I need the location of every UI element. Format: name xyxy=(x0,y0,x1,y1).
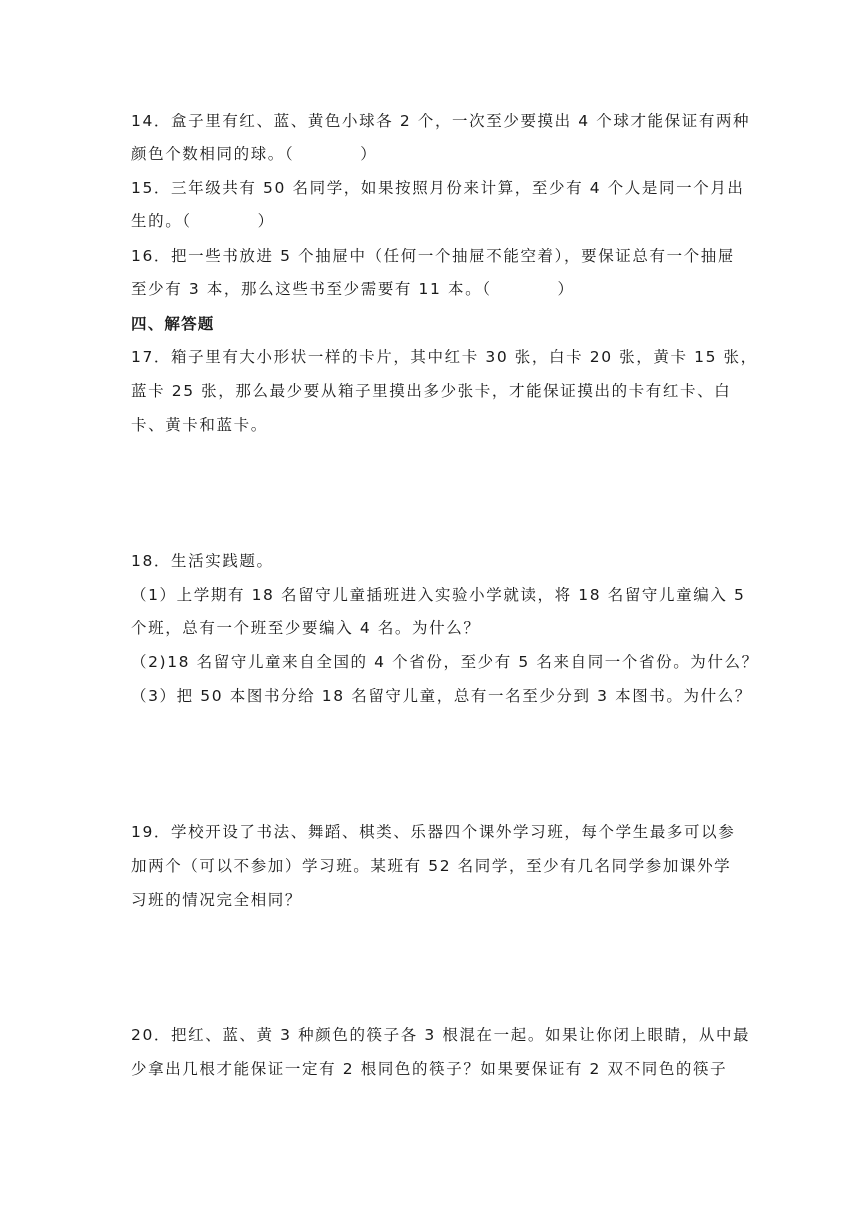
question-15-text: 生的。（ xyxy=(131,212,192,230)
question-19-line-3: 习班的情况完全相同？ xyxy=(131,891,303,909)
question-19-line-1: 19．学校开设了书法、舞蹈、棋类、乐器四个课外学习班，每个学生最多可以参 xyxy=(131,823,736,841)
question-18-title: 18．生活实践题。 xyxy=(131,552,274,570)
question-16-line-1: 16．把一些书放进 5 个抽屉中（任何一个抽屉不能空着），要保证总有一个抽屉 xyxy=(131,247,735,265)
question-20-line-1: 20．把红、蓝、黄 3 种颜色的筷子各 3 根混在一起。如果让你闭上眼睛，从中最 xyxy=(131,1026,751,1044)
question-15-line-2 xyxy=(131,210,731,232)
question-15-line-1: 15．三年级共有 50 名同学，如果按照月份来计算，至少有 4 个人是同一个月出 xyxy=(131,179,745,197)
question-16-text: 至少有 3 本，那么这些书至少需要有 11 本。（ xyxy=(131,280,492,298)
question-19-line-2: 加两个（可以不参加）学习班。某班有 52 名同学，至少有几名同学参加课外学 xyxy=(131,857,732,875)
question-18-part-3: （3）把 50 本图书分给 18 名留守儿童，总有一名至少分到 3 本图书。为什么？ xyxy=(131,687,752,705)
question-15-close-paren: ） xyxy=(257,212,275,230)
question-16-line-2 xyxy=(131,278,731,300)
question-14-line-2 xyxy=(131,143,731,165)
question-14-text: 颜色个数相同的球。（ xyxy=(131,145,295,163)
question-14-close-paren: ） xyxy=(360,145,378,163)
question-16-close-paren: ） xyxy=(557,280,575,298)
question-14-line-1: 14．盒子里有红、蓝、黄色小球各 2 个，一次至少要摸出 4 个球才能保证有两种 xyxy=(131,112,751,130)
question-17-line-3: 卡、黄卡和蓝卡。 xyxy=(131,416,268,434)
question-18-part-1-line-1: （1）上学期有 18 名留守儿童插班进入实验小学就读，将 18 名留守儿童编入 5 xyxy=(131,586,746,604)
question-18-part-1-line-2: 个班，总有一个班至少要编入 4 名。为什么？ xyxy=(131,619,481,637)
question-20-line-2: 少拿出几根才能保证一定有 2 根同色的筷子？如果要保证有 2 双不同色的筷子 xyxy=(131,1060,728,1078)
section-heading: 四、解答题 xyxy=(131,315,215,333)
question-17-line-1: 17．箱子里有大小形状一样的卡片，其中红卡 30 张，白卡 20 张，黄卡 15 张， xyxy=(131,348,758,366)
question-18-part-2: （2)18 名留守儿童来自全国的 4 个省份，至少有 5 名来自同一个省份。为什么？ xyxy=(131,653,759,671)
question-17-line-2: 蓝卡 25 张，那么最少要从箱子里摸出多少张卡，才能保证摸出的卡有红卡、白 xyxy=(131,382,732,400)
